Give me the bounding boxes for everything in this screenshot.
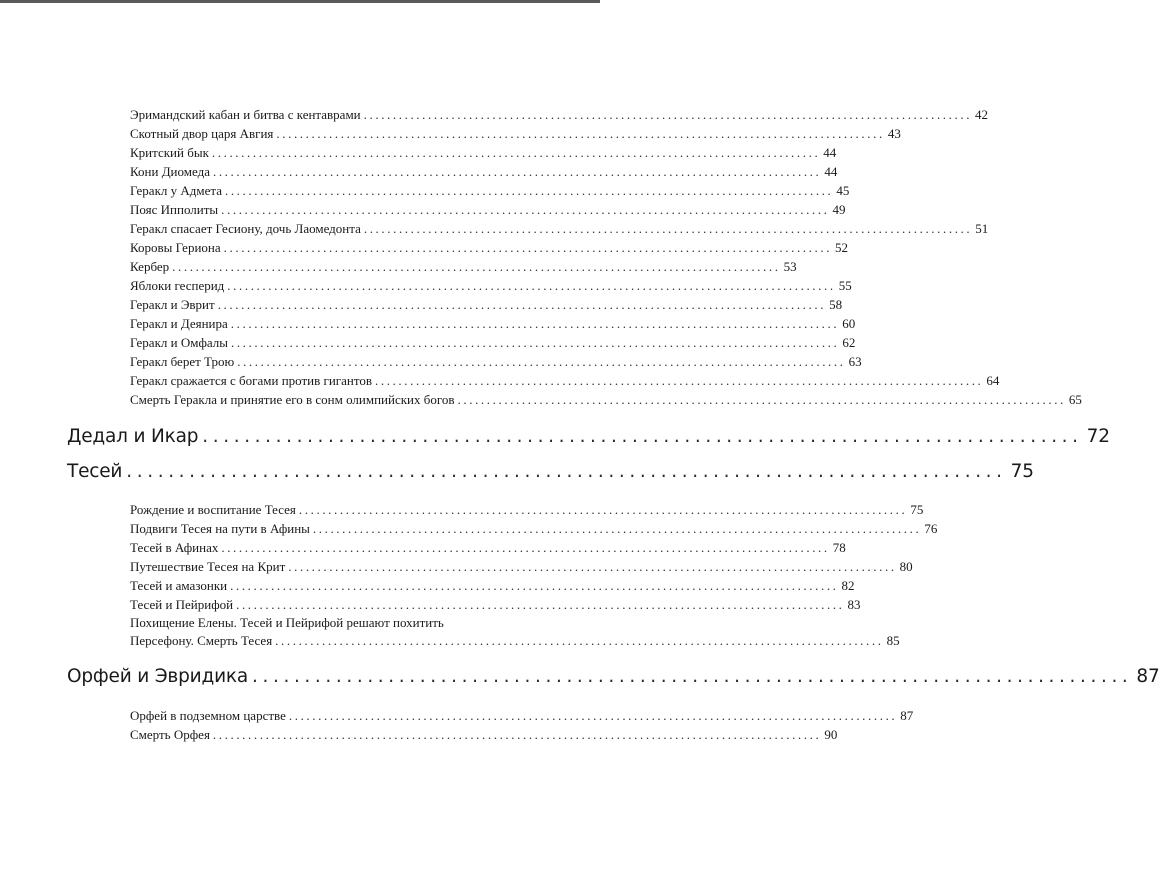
dot-leader: ........................................................................................................ bbox=[288, 559, 897, 574]
toc-entry-title: Геракл берет Трою bbox=[130, 354, 235, 369]
toc-entry[interactable] bbox=[130, 316, 856, 332]
toc-entry[interactable] bbox=[130, 335, 856, 351]
toc-entry-title: Геракл и Деянира bbox=[130, 316, 228, 331]
toc-chapter-theseus[interactable] bbox=[67, 461, 1034, 483]
toc-entry-title: Кербер bbox=[130, 259, 170, 274]
toc-entry-title: Коровы Гериона bbox=[130, 240, 221, 255]
dot-leader: ........................................................................................................ bbox=[275, 633, 884, 648]
toc-entry-title: Кони Диомеда bbox=[130, 164, 210, 179]
toc-entry-page: 44 bbox=[824, 164, 838, 179]
toc-entry-page: 53 bbox=[783, 259, 797, 274]
toc-entry[interactable] bbox=[130, 521, 938, 537]
toc-entry[interactable] bbox=[130, 107, 989, 123]
toc-entry[interactable] bbox=[130, 502, 924, 518]
toc-entry[interactable] bbox=[130, 540, 846, 556]
toc-entry[interactable] bbox=[130, 145, 837, 161]
dot-leader: ........................................................................................................ bbox=[227, 278, 836, 293]
toc-entry-title: Тесей и Пейрифой bbox=[130, 597, 234, 612]
toc-entry-page: 65 bbox=[1068, 392, 1082, 407]
toc-entry-title: Персефону. Смерть Тесея bbox=[130, 633, 273, 648]
toc-entry-page: 49 bbox=[832, 202, 846, 217]
toc-entry-title: Геракл и Омфалы bbox=[130, 335, 228, 350]
toc-entry[interactable] bbox=[130, 708, 914, 724]
top-border bbox=[0, 0, 600, 3]
toc-entry[interactable] bbox=[130, 373, 1000, 389]
toc-entry[interactable] bbox=[130, 354, 862, 370]
toc-entry-page: 58 bbox=[829, 297, 843, 312]
dot-leader: .................................................................................... bbox=[202, 426, 1083, 447]
toc-entry[interactable] bbox=[130, 126, 901, 142]
toc-entry-title: Путешествие Тесея на Крит bbox=[130, 559, 286, 574]
toc-entry-page: 90 bbox=[824, 727, 838, 742]
toc-chapter-title: Тесей bbox=[67, 461, 123, 482]
toc-entry-line1[interactable] bbox=[130, 615, 540, 631]
dot-leader: ........................................................................................................ bbox=[224, 183, 834, 198]
toc-entry-page: 60 bbox=[842, 316, 856, 331]
toc-entry[interactable] bbox=[130, 297, 843, 313]
dot-leader: ........................................................................................................ bbox=[363, 107, 973, 122]
dot-leader: ........................................................................................................ bbox=[375, 373, 984, 388]
toc-entry-page: 75 bbox=[910, 502, 924, 517]
toc-entry-page: 51 bbox=[975, 221, 989, 236]
toc-entry-title: Тесей и амазонки bbox=[130, 578, 228, 593]
toc-entry-title: Геракл у Адмета bbox=[130, 183, 222, 198]
toc-entry[interactable] bbox=[130, 259, 797, 275]
toc-entry-page: 85 bbox=[886, 633, 900, 648]
dot-leader: ........................................................................................................ bbox=[221, 540, 830, 555]
dot-leader: ........................................................................................................ bbox=[221, 202, 830, 217]
dot-leader: ........................................................................................................ bbox=[212, 164, 822, 179]
toc-entry-page: 42 bbox=[975, 107, 989, 122]
toc-entry-title: Смерть Орфея bbox=[130, 727, 210, 742]
toc-entry-title: Тесей в Афинах bbox=[130, 540, 219, 555]
dot-leader: ........................................................................................................ bbox=[237, 354, 846, 369]
dot-leader: ........................................................................................................ bbox=[363, 221, 973, 236]
toc-entry-page: 78 bbox=[832, 540, 846, 555]
toc-entry-page: 80 bbox=[899, 559, 913, 574]
toc-entry-title: Скотный двор царя Авгия bbox=[130, 126, 274, 141]
toc-chapter-page: 87 bbox=[1136, 666, 1160, 687]
dot-leader: .................................................................................... bbox=[252, 666, 1133, 687]
dot-leader: .................................................................................... bbox=[126, 461, 1007, 482]
toc-entry-title: Пояс Ипполиты bbox=[130, 202, 219, 217]
toc-chapter-title: Дедал и Икар bbox=[67, 426, 199, 447]
toc-entry-page: 63 bbox=[848, 354, 862, 369]
toc-chapter-title: Орфей и Эвридика bbox=[67, 666, 249, 687]
toc-entry-title: Подвиги Тесея на пути в Афины bbox=[130, 521, 310, 536]
dot-leader: ........................................................................................................ bbox=[276, 126, 885, 141]
toc-chapter-orpheus[interactable] bbox=[67, 666, 1160, 688]
toc-entry-page: 87 bbox=[900, 708, 914, 723]
toc-entry-title: Смерть Геракла и принятие его в сонм олимпийских богов bbox=[130, 392, 455, 407]
toc-entry[interactable] bbox=[130, 221, 989, 237]
toc-entry-title: Геракл сражается с богами против гигантов bbox=[130, 373, 372, 388]
toc-entry-title: Яблоки гесперид bbox=[130, 278, 225, 293]
dot-leader: ........................................................................................................ bbox=[217, 297, 827, 312]
toc-entry[interactable] bbox=[130, 202, 846, 218]
dot-leader: ........................................................................................................ bbox=[223, 240, 833, 255]
dot-leader: ........................................................................................................ bbox=[312, 521, 922, 536]
toc-entry-title: Орфей в подземном царстве bbox=[130, 708, 286, 723]
toc-entry-page: 82 bbox=[841, 578, 855, 593]
toc-entry[interactable] bbox=[130, 633, 900, 649]
toc-entry-page: 62 bbox=[842, 335, 856, 350]
toc-entry-title: Похищение Елены. Тесей и Пейрифой решают похитить bbox=[130, 615, 444, 630]
dot-leader: ........................................................................................................ bbox=[230, 335, 840, 350]
toc-entry[interactable] bbox=[130, 392, 1082, 408]
toc-entry-page: 55 bbox=[838, 278, 852, 293]
toc-entry[interactable] bbox=[130, 559, 913, 575]
dot-leader: ........................................................................................................ bbox=[211, 145, 821, 160]
toc-entry[interactable] bbox=[130, 164, 838, 180]
toc-entry-page: 52 bbox=[835, 240, 849, 255]
dot-leader: ........................................................................................................ bbox=[172, 259, 781, 274]
toc-entry-page: 44 bbox=[823, 145, 837, 160]
dot-leader: ........................................................................................................ bbox=[288, 708, 898, 723]
dot-leader: ........................................................................................................ bbox=[230, 316, 840, 331]
toc-entry[interactable] bbox=[130, 240, 849, 256]
toc-chapter-daedalus[interactable] bbox=[67, 426, 1110, 448]
toc-entry-title: Геракл спасает Гесиону, дочь Лаомедонта bbox=[130, 221, 361, 236]
toc-entry[interactable] bbox=[130, 278, 852, 294]
dot-leader: ........................................................................................................ bbox=[298, 502, 908, 517]
toc-entry-page: 83 bbox=[847, 597, 861, 612]
toc-chapter-page: 72 bbox=[1086, 426, 1110, 447]
toc-chapter-page: 75 bbox=[1010, 461, 1034, 482]
toc-entry[interactable] bbox=[130, 727, 838, 743]
toc-entry-page: 45 bbox=[836, 183, 850, 198]
toc-entry-page: 64 bbox=[986, 373, 1000, 388]
toc-entry[interactable] bbox=[130, 597, 861, 613]
toc-entry-title: Эримандский кабан и битва с кентаврами bbox=[130, 107, 361, 122]
dot-leader: ........................................................................................................ bbox=[457, 392, 1066, 407]
toc-entry[interactable] bbox=[130, 578, 855, 594]
toc-entry-title: Критский бык bbox=[130, 145, 209, 160]
toc-entry-page: 76 bbox=[924, 521, 938, 536]
dot-leader: ........................................................................................................ bbox=[230, 578, 839, 593]
toc-entry-page: 43 bbox=[887, 126, 901, 141]
toc-entry[interactable] bbox=[130, 183, 850, 199]
toc-entry-title: Рождение и воспитание Тесея bbox=[130, 502, 296, 517]
dot-leader: ........................................................................................................ bbox=[236, 597, 845, 612]
dot-leader: ........................................................................................................ bbox=[212, 727, 822, 742]
toc-entry-title: Геракл и Эврит bbox=[130, 297, 215, 312]
